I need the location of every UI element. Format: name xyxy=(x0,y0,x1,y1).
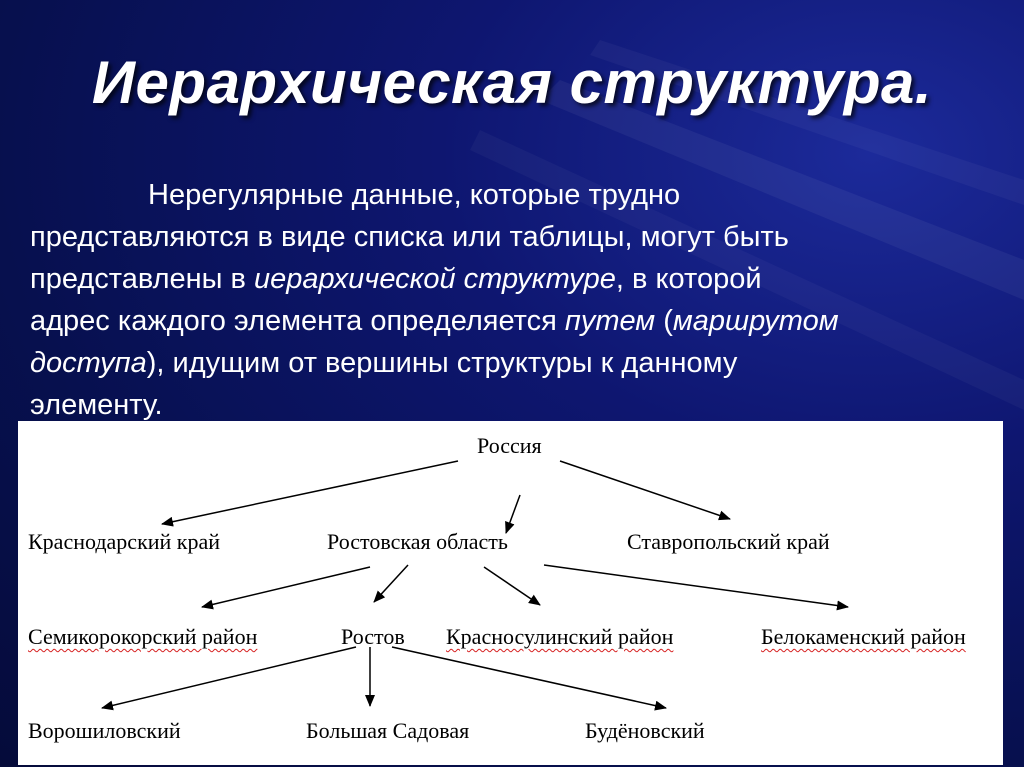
arrow-root-to-krasnodar xyxy=(162,461,458,524)
hierarchy-diagram xyxy=(18,421,1003,765)
arrow-region-to-rostov xyxy=(374,565,408,602)
description-paragraph xyxy=(30,174,1000,426)
paragraph-line-4 xyxy=(30,300,1000,342)
arrow-rostov-to-voroshilovsky xyxy=(102,647,356,708)
node-level2-semikorokorsky: Семикорокорский район xyxy=(28,624,258,649)
paragraph-line-2 xyxy=(30,216,1000,258)
arrow-rostov-to-budenovsky xyxy=(392,647,666,708)
text-run: элементу. xyxy=(30,389,163,421)
page-title: Иерархическая структура. xyxy=(91,49,933,116)
emphasis-access: доступа xyxy=(30,347,147,379)
arrow-region-to-semikorokorsky xyxy=(202,567,370,607)
node-level3-voroshilovsky: Ворошиловский xyxy=(28,718,181,743)
text-run: , в которой xyxy=(615,263,762,295)
text-run: представляются в виде списка или таблицы, могут быть xyxy=(30,221,789,253)
text-run: ), идущим от вершины структуры к данному xyxy=(146,347,738,379)
emphasis-path: путем xyxy=(564,305,656,337)
node-level3-bolshaya-sadovaya: Большая Садовая xyxy=(306,718,470,743)
text-run: представлены в xyxy=(30,263,254,295)
text-run: адрес каждого элемента определяется xyxy=(30,305,565,337)
paragraph-line-1 xyxy=(30,174,1000,216)
node-level2-belokamensky: Белокаменский район xyxy=(761,624,966,649)
emphasis-route: маршрутом xyxy=(672,305,839,337)
node-level3-budenovsky: Будёновский xyxy=(585,718,705,743)
node-level1-krasnodar: Краснодарский край xyxy=(28,529,221,554)
text-run: Нерегулярные данные, которые трудно xyxy=(148,179,681,211)
paragraph-line-6 xyxy=(30,384,1000,426)
tree-arrows xyxy=(18,421,1003,765)
paragraph-line-5 xyxy=(30,342,1000,384)
node-level2-rostov: Ростов xyxy=(341,624,405,649)
node-root: Россия xyxy=(477,433,542,458)
node-level1-rostov-region: Ростовская область xyxy=(327,529,508,554)
arrow-root-to-stavropol xyxy=(560,461,730,519)
arrow-root-to-rostov-region xyxy=(506,495,520,533)
arrow-region-to-krasnosulinsky xyxy=(484,567,540,605)
paragraph-line-3 xyxy=(30,258,1000,300)
node-level2-krasnosulinsky: Красносулинский район xyxy=(446,624,674,649)
node-level1-stavropol: Ставропольский край xyxy=(627,529,830,554)
text-run: ( xyxy=(655,305,673,337)
emphasis-hierarchical-structure: иерархической структуре xyxy=(254,263,616,295)
arrow-region-to-belokamensky xyxy=(544,565,848,607)
